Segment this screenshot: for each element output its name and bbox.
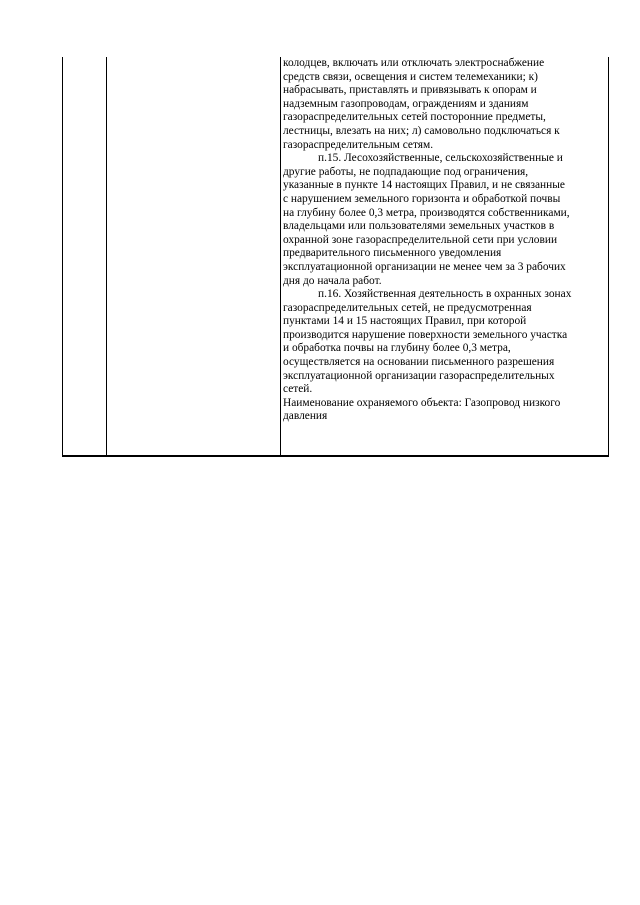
text-line: предварительного письменного уведомления <box>283 247 502 260</box>
text-line: осуществляется на основании письменного разрешения <box>283 356 555 369</box>
document-table <box>62 57 609 457</box>
text-line: надземным газопроводам, ограждениям и зданиям <box>283 97 529 110</box>
text-line: средств связи, освещения и систем телемеханики; к) <box>283 70 538 83</box>
text-line: Наименование охраняемого объекта: Газопровод низкого <box>283 396 561 409</box>
text-line: охранной зоне газораспределительной сети при условии <box>283 233 558 246</box>
text-line: дня до начала работ. <box>283 274 382 287</box>
text-line: указанные в пункте 14 настоящих Правил, и не связанные <box>283 179 565 192</box>
text-line: и обработка почвы на глубину более 0,3 метра, <box>283 342 511 355</box>
text-line: производится нарушение поверхности земельного участка <box>283 328 568 341</box>
text-line: п.15. Лесохозяйственные, сельскохозяйственные и <box>318 152 563 165</box>
table-column-number <box>63 57 107 455</box>
text-line: эксплуатационной организации не менее чем за 3 рабочих <box>283 260 566 273</box>
text-line: набрасывать, приставлять и привязывать к опорам и <box>283 84 537 97</box>
text-line: давления <box>283 410 328 423</box>
text-line: газораспределительных сетей посторонние предметы, <box>283 111 546 124</box>
text-line: эксплуатационной организации газораспределительных <box>283 369 555 382</box>
table-column-restrictions <box>281 57 608 455</box>
text-line: на глубину более 0,3 метра, производятся собственниками, <box>283 206 570 219</box>
text-line: лестницы, влезать на них; л) самовольно подключаться к <box>283 124 560 137</box>
text-line: п.16. Хозяйственная деятельность в охранных зонах <box>318 288 572 301</box>
text-line: другие работы, не подпадающие под ограничения, <box>283 165 529 178</box>
text-line: газораспределительным сетям. <box>283 138 434 151</box>
text-line: пунктами 14 и 15 настоящих Правил, при которой <box>283 315 527 328</box>
text-line: колодцев, включать или отключать электроснабжение <box>283 57 545 69</box>
table-column-zone <box>107 57 281 455</box>
text-line: владельцами или пользователями земельных участков в <box>283 220 555 233</box>
text-line: сетей. <box>283 383 313 396</box>
text-line: с нарушением земельного горизонта и обработкой почвы <box>283 192 561 205</box>
text-line: газораспределительных сетей, не предусмотренная <box>283 301 532 314</box>
